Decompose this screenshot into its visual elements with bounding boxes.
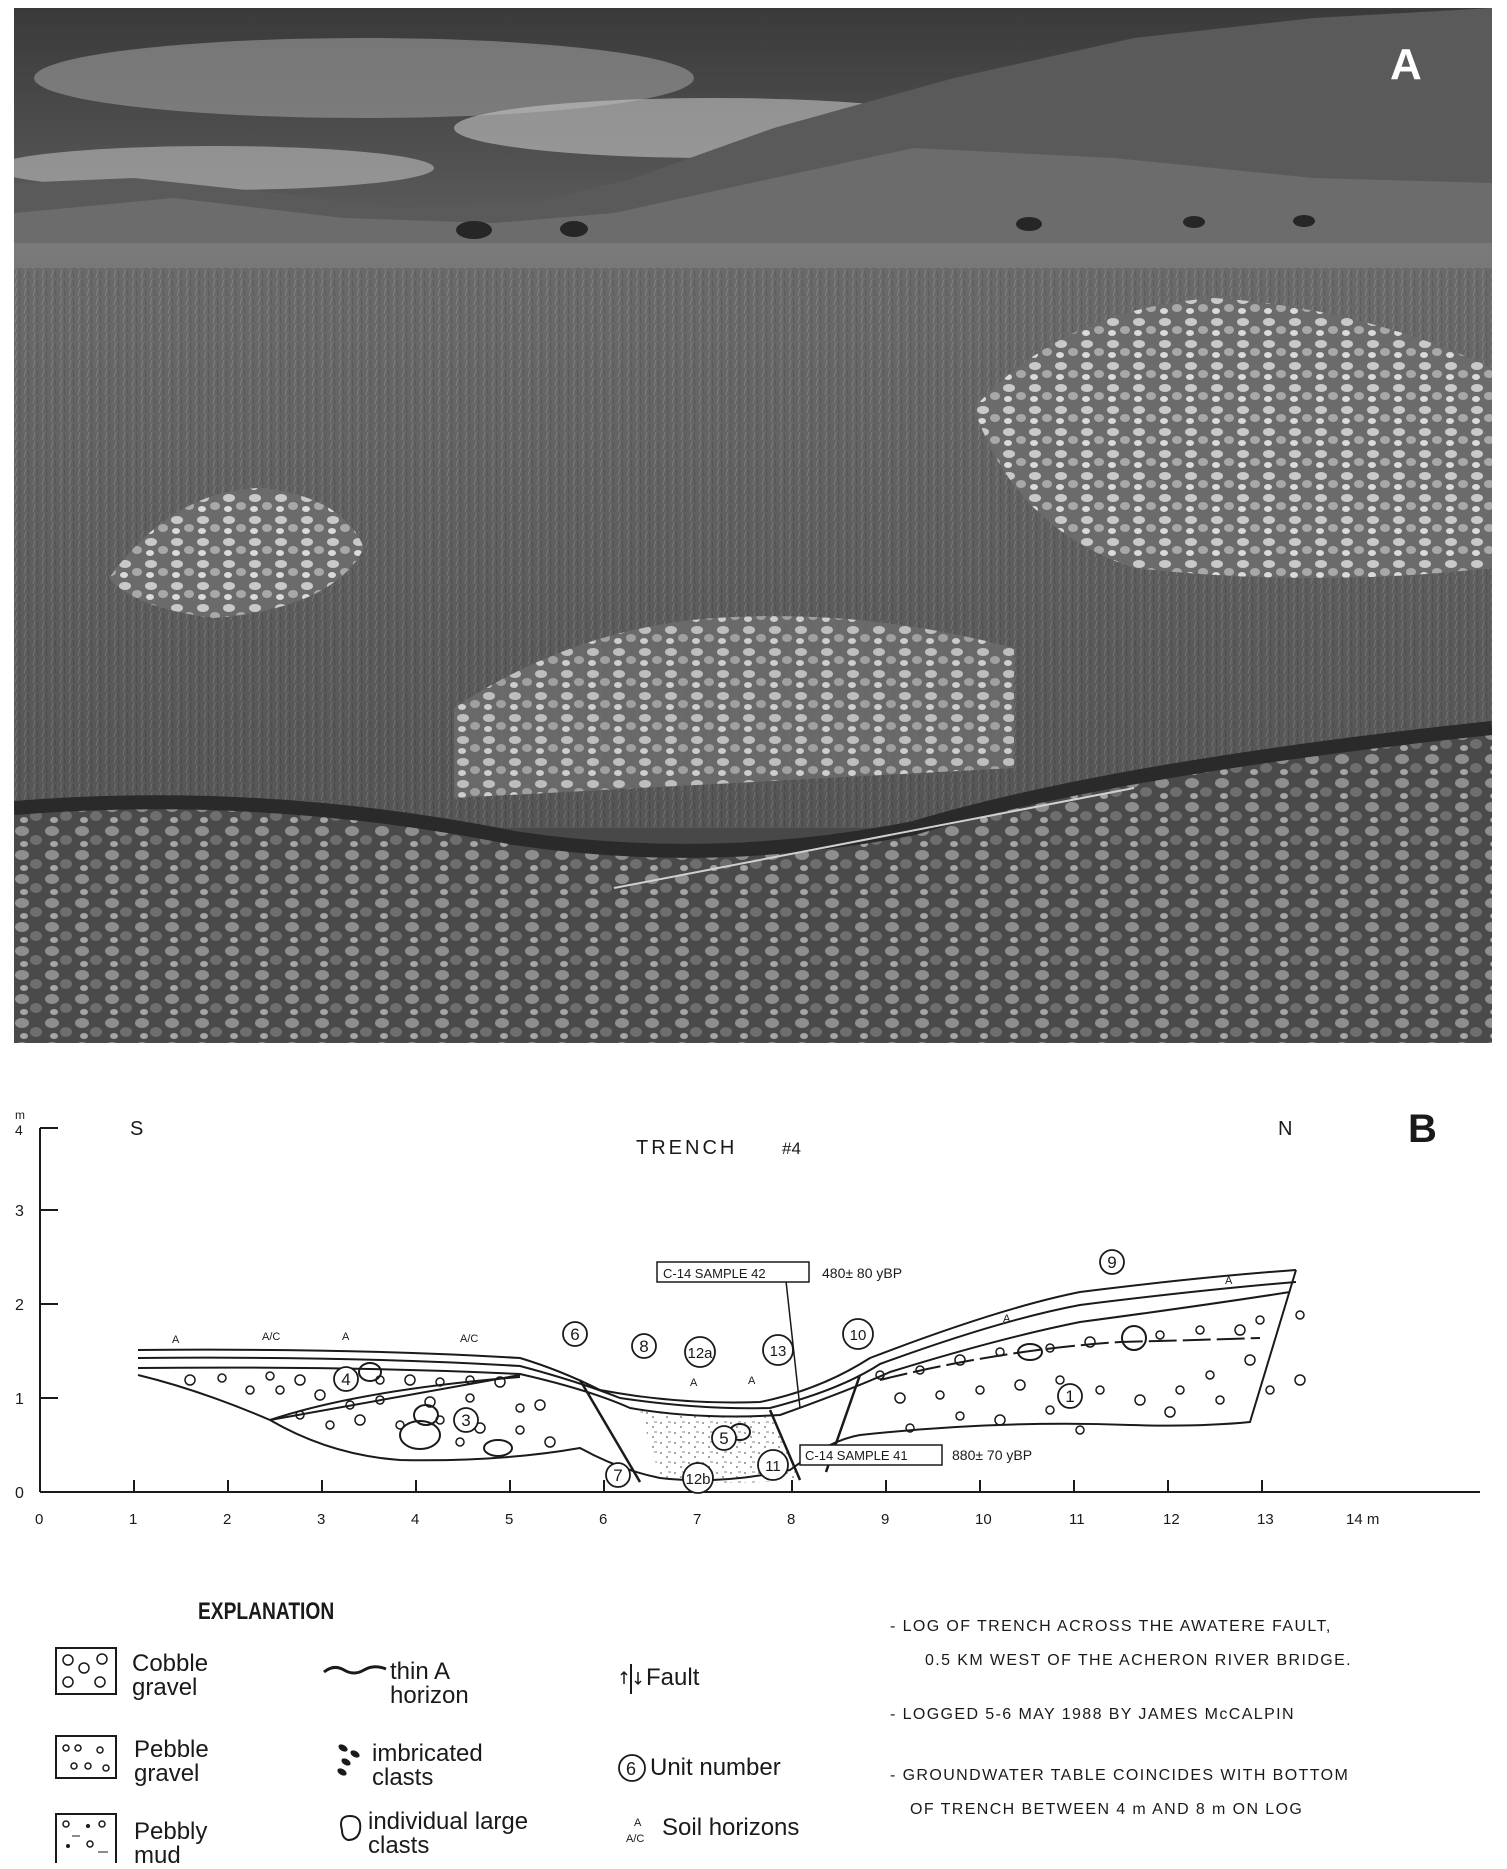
- clast: [405, 1375, 415, 1385]
- fault-label: Fault: [646, 1664, 700, 1691]
- clast: [1135, 1395, 1145, 1405]
- clast: [995, 1415, 1005, 1425]
- explanation-title: EXPLANATION: [198, 1598, 335, 1625]
- soil-horizons-symbol: [624, 1814, 658, 1850]
- soil-horizon-label: A: [690, 1377, 698, 1389]
- direction-north: N: [1278, 1118, 1293, 1140]
- clast: [1196, 1326, 1204, 1334]
- y-tick-4: 4: [15, 1122, 23, 1138]
- unit-number-label: 12b: [685, 1471, 711, 1488]
- note-line-2: 0.5 KM WEST OF THE ACHERON RIVER BRIDGE.: [925, 1652, 1353, 1669]
- sample-41-label: C-14 SAMPLE 41: [805, 1448, 908, 1463]
- clast: [1266, 1386, 1274, 1394]
- clast: [295, 1375, 305, 1385]
- x-tick-label: 2: [223, 1511, 232, 1528]
- x-tick-label: 13: [1257, 1511, 1274, 1528]
- clast: [326, 1421, 334, 1429]
- y-unit-label: m: [15, 1108, 25, 1122]
- imbricated-clasts-symbol: [334, 1742, 364, 1776]
- y-tick-0: 0: [15, 1485, 24, 1502]
- soil-horizon-label: A: [1003, 1313, 1011, 1325]
- unit-number-label: 4: [341, 1370, 351, 1389]
- y-tick-2: 2: [15, 1297, 24, 1314]
- sample-42-age: 480± 80 yBP: [822, 1265, 903, 1281]
- note-line-3: - LOGGED 5-6 MAY 1988 BY JAMES McCALPIN: [890, 1706, 1295, 1723]
- clast: [516, 1404, 524, 1412]
- unit-number-label: 10: [849, 1327, 867, 1344]
- y-tick-1: 1: [15, 1391, 24, 1408]
- legend-cobble-gravel: [54, 1646, 232, 1700]
- unit-number-label: 12a: [687, 1345, 713, 1362]
- thin-a-horizon-label: thin A horizon: [390, 1658, 469, 1709]
- clast: [976, 1386, 984, 1394]
- panel-a-label: A: [1390, 40, 1422, 89]
- cobble-gravel-label: Cobble gravel: [132, 1650, 209, 1701]
- note-line-5: OF TRENCH BETWEEN 4 m AND 8 m ON LOG: [910, 1801, 1304, 1818]
- sample-41-age: 880± 70 yBP: [952, 1447, 1033, 1463]
- legend-pebbly-mud: [54, 1812, 234, 1868]
- clast: [1235, 1325, 1245, 1335]
- clast: [895, 1393, 905, 1403]
- unit-number-label: Unit number: [650, 1754, 781, 1781]
- clast: [1156, 1331, 1164, 1339]
- x-tick-label: 6: [599, 1511, 608, 1528]
- x-tick-label: 10: [975, 1511, 992, 1528]
- soil-horizon-label: A: [1225, 1275, 1233, 1287]
- soil-horizon-label: A/C: [460, 1333, 479, 1345]
- soil-horizon-label: A: [342, 1331, 350, 1343]
- x-tick-label: 1: [129, 1511, 138, 1528]
- clast: [956, 1412, 964, 1420]
- soil-horizon-label: A: [748, 1375, 756, 1387]
- clast: [1256, 1316, 1264, 1324]
- trench-log-diagram: [0, 1090, 1507, 1570]
- clast: [1056, 1376, 1064, 1384]
- large-clasts-label: individual large clasts: [368, 1808, 529, 1859]
- unit-3-4-contact: [270, 1375, 520, 1420]
- a-horizon-line: [138, 1282, 1296, 1408]
- legend-imbricated-clasts: [334, 1742, 512, 1790]
- legend-fault: [618, 1662, 699, 1696]
- y-tick-3: 3: [15, 1203, 24, 1220]
- imbricated-clasts-label: imbricated clasts: [372, 1740, 483, 1791]
- pebbly-mud-swatch: [54, 1812, 118, 1863]
- unit-number-label: 6: [570, 1325, 580, 1344]
- clast: [1096, 1386, 1104, 1394]
- unit-number-symbol-text: 6: [626, 1759, 637, 1779]
- clast: [246, 1386, 254, 1394]
- pebble-gravel-swatch: [54, 1734, 118, 1780]
- clast: [456, 1438, 464, 1446]
- x-tick-label: 3: [317, 1511, 326, 1528]
- note-line-1: - LOG OF TRENCH ACROSS THE AWATERE FAULT,: [890, 1618, 1332, 1635]
- note-line-4: - GROUNDWATER TABLE COINCIDES WITH BOTTOM: [890, 1767, 1350, 1784]
- panel-b-label: B: [1408, 1107, 1437, 1151]
- x-tick-label: 8: [787, 1511, 796, 1528]
- clast: [1176, 1386, 1184, 1394]
- x-tick-label: 5: [505, 1511, 514, 1528]
- clast: [545, 1437, 555, 1447]
- unit-number-label: 3: [461, 1411, 471, 1430]
- thin-a-horizon-symbol: [322, 1660, 388, 1680]
- x-axis: [35, 1480, 1480, 1528]
- unit-number-label: 1: [1065, 1387, 1075, 1406]
- clast: [1216, 1396, 1224, 1404]
- soil-horizon-symbol-top: A: [634, 1817, 642, 1829]
- unit-number-label: 11: [765, 1458, 781, 1475]
- legend-unit-number: [616, 1752, 781, 1784]
- trench-number: #4: [782, 1139, 801, 1158]
- unit-number-label: 7: [613, 1466, 623, 1485]
- clast: [1085, 1337, 1095, 1347]
- soil-horizon-symbol-bottom: A/C: [626, 1833, 645, 1845]
- clast: [955, 1355, 965, 1365]
- clast: [516, 1426, 524, 1434]
- x-tick-label: 9: [881, 1511, 890, 1528]
- clast: [1076, 1426, 1084, 1434]
- clast: [1165, 1407, 1175, 1417]
- clast: [936, 1391, 944, 1399]
- soil-horizon-label: A: [172, 1334, 180, 1346]
- clast: [276, 1386, 284, 1394]
- unit-number-label: 5: [719, 1429, 729, 1448]
- clast: [535, 1400, 545, 1410]
- clast: [466, 1394, 474, 1402]
- x-tick-label: 12: [1163, 1511, 1180, 1528]
- soil-horizons-label: Soil horizons: [662, 1814, 800, 1841]
- clast: [1245, 1355, 1255, 1365]
- fault-symbol: [618, 1662, 646, 1696]
- clast: [1295, 1375, 1305, 1385]
- clast: [355, 1415, 365, 1425]
- sample-41-callout: [800, 1445, 1032, 1465]
- unit-number-label: 8: [639, 1337, 649, 1356]
- clast: [1206, 1371, 1214, 1379]
- x-tick-label: 11: [1069, 1511, 1085, 1528]
- sample-42-callout: [657, 1262, 902, 1282]
- unit-number-label: 9: [1107, 1253, 1117, 1272]
- x-tick-label: 7: [693, 1511, 702, 1528]
- x-axis-end-label: 14 m: [1346, 1511, 1380, 1528]
- clast: [466, 1376, 474, 1384]
- clast: [1015, 1380, 1025, 1390]
- clast: [185, 1375, 195, 1385]
- pebbly-mud-label: Pebbly mud: [134, 1818, 208, 1869]
- x-tick-label: 4: [411, 1511, 420, 1528]
- y-axis: [15, 1108, 58, 1502]
- trench-title: TRENCH: [636, 1137, 738, 1159]
- legend-soil-horizons: [624, 1814, 799, 1850]
- clast: [315, 1390, 325, 1400]
- trench-photograph: [14, 8, 1492, 1043]
- legend-pebble-gravel: [54, 1734, 234, 1786]
- large-clast-symbol: [336, 1810, 364, 1844]
- clast: [266, 1372, 274, 1380]
- legend-large-clasts: [336, 1810, 548, 1858]
- unit-number-label: 13: [769, 1343, 787, 1360]
- sample-42-label: C-14 SAMPLE 42: [663, 1266, 766, 1281]
- legend-thin-a-horizon: [322, 1660, 500, 1708]
- unit-number-symbol: [616, 1752, 648, 1784]
- clast: [218, 1374, 226, 1382]
- direction-south: S: [130, 1118, 144, 1140]
- pebble-gravel-label: Pebble gravel: [134, 1736, 209, 1787]
- cobble-gravel-swatch: [54, 1646, 118, 1696]
- x-tick-label: 0: [35, 1511, 44, 1528]
- soil-horizon-label: A/C: [262, 1331, 281, 1343]
- clast: [1296, 1311, 1304, 1319]
- clast: [1046, 1406, 1054, 1414]
